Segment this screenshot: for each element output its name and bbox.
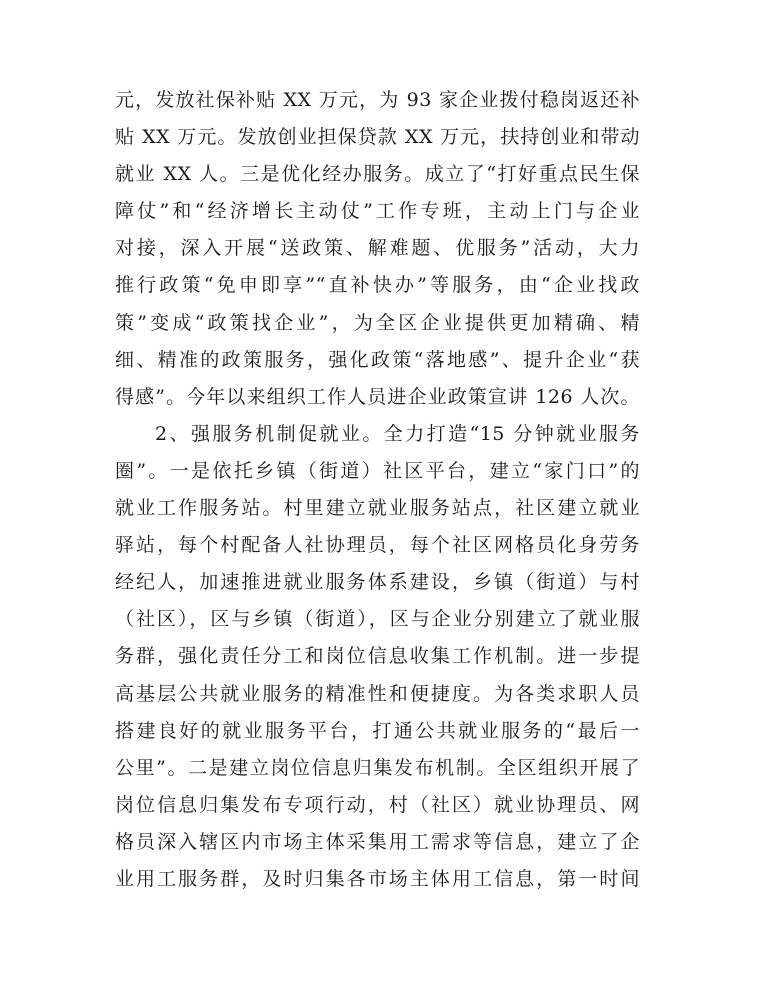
text-line: 务群，强化责任分工和岗位信息收集工作机制。进一步提 xyxy=(115,645,640,668)
text-line: 驿站，每个村配备人社协理员，每个社区网格员化身劳务 xyxy=(115,534,640,557)
text-line: 就业 XX 人。三是优化经办服务。成立了“打好重点民生保 xyxy=(115,163,640,186)
text-line: 岗位信息归集发布专项行动，村（社区）就业协理员、网 xyxy=(115,793,640,816)
text-line: 对接，深入开展“送政策、解难题、优服务”活动，大力 xyxy=(115,237,640,260)
text-line: 得感”。今年以来组织工作人员进企业政策宣讲 126 人次。 xyxy=(115,385,640,408)
text-line: 经纪人，加速推进就业服务体系建设，乡镇（街道）与村 xyxy=(115,571,640,594)
text-line: 圈”。一是依托乡镇（街道）社区平台，建立“家门口”的 xyxy=(115,459,640,482)
text-line: 障仗”和“经济增长主动仗”工作专班，主动上门与企业 xyxy=(115,200,640,223)
text-line: 推行政策“免申即享”“直补快办”等服务，由“企业找政 xyxy=(115,274,640,297)
text-line: 高基层公共就业服务的精准性和便捷度。为各类求职人员 xyxy=(115,682,640,705)
text-line: 细、精准的政策服务，强化政策“落地感”、提升企业“获 xyxy=(115,348,640,371)
text-line: （社区），区与乡镇（街道），区与企业分别建立了就业服 xyxy=(115,608,640,631)
body-text xyxy=(115,82,640,898)
text-line: 元，发放社保补贴 XX 万元，为 93 家企业拨付稳岗返还补 xyxy=(115,89,640,111)
text-line: 搭建良好的就业服务平台，打通公共就业服务的“最后一 xyxy=(115,719,640,742)
text-line: 公里”。二是建立岗位信息归集发布机制。全区组织开展了 xyxy=(115,756,640,779)
text-line: 策”变成“政策找企业”，为全区企业提供更加精确、精 xyxy=(115,311,640,334)
section-heading-line: 2、强服务机制促就业。全力打造“15 分钟就业服务 xyxy=(155,422,640,445)
text-line: 贴 XX 万元。发放创业担保贷款 XX 万元，扶持创业和带动 xyxy=(115,126,640,149)
text-line: 业用工服务群，及时归集各市场主体用工信息，第一时间 xyxy=(115,867,640,890)
text-line: 格员深入辖区内市场主体采集用工需求等信息，建立了企 xyxy=(115,830,640,853)
text-line: 就业工作服务站。村里建立就业服务站点，社区建立就业 xyxy=(115,497,640,520)
